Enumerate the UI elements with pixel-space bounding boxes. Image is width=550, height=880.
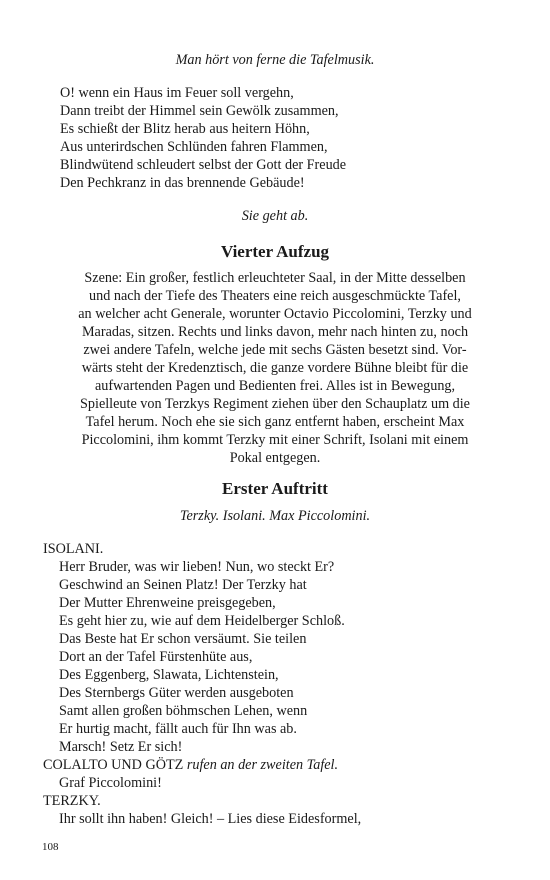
dialogue-line: Des Sternbergs Güter werden ausgeboten bbox=[59, 685, 294, 701]
stage-direction: Man hört von ferne die Tafelmusik. bbox=[175, 52, 375, 68]
page-number: 108 bbox=[42, 841, 59, 853]
description-line: wärts steht der Kredenztisch, die ganze vordere Bühne bleibt für die bbox=[81, 360, 469, 376]
dialogue-line: Der Mutter Ehrenweine preisgegeben, bbox=[59, 595, 276, 611]
dialogue-line: Des Eggenberg, Slawata, Lichtenstein, bbox=[59, 667, 279, 683]
cast-list: Terzky. Isolani. Max Piccolomini. bbox=[179, 508, 371, 524]
verse-line: Den Pechkranz in das brennende Gebäude! bbox=[60, 175, 305, 191]
description-line: Tafel herum. Noch ehe sie sich ganz entfernt haben, erscheint Max bbox=[85, 414, 465, 430]
dialogue-line: Herr Bruder, was wir lieben! Nun, wo steckt Er? bbox=[59, 559, 335, 575]
scene-title: Erster Auftritt bbox=[222, 479, 328, 498]
stage-direction-inline: rufen an der zweiten Tafel. bbox=[186, 757, 339, 773]
speaker-line bbox=[43, 756, 338, 774]
dialogue-line: Dort an der Tafel Fürstenhüte aus, bbox=[59, 649, 253, 665]
dialogue-line: Er hurtig macht, fällt auch für Ihn was ab. bbox=[59, 721, 297, 737]
verse-line: Dann treibt der Himmel sein Gewölk zusammen, bbox=[60, 103, 339, 119]
dialogue-line: Es geht hier zu, wie auf dem Heidelberger Schloß. bbox=[59, 613, 345, 629]
description-line: Piccolomini, ihm kommt Terzky mit einer Schrift, Isolani mit einem bbox=[81, 432, 469, 448]
exit-direction: Sie geht ab. bbox=[241, 208, 309, 224]
description-line: aufwartenden Pagen und Bedienten frei. Alles ist in Bewegung, bbox=[94, 378, 456, 394]
speaker-name: COLALTO UND GÖTZ bbox=[43, 757, 184, 773]
dialogue-line: Graf Piccolomini! bbox=[59, 775, 162, 791]
dialogue-line: Das Beste hat Er schon versäumt. Sie teilen bbox=[59, 631, 307, 647]
description-line: an welcher acht Generale, worunter Octavio Piccolomini, Terzky und bbox=[78, 306, 472, 322]
verse-line: Blindwütend schleudert selbst der Gott der Freude bbox=[60, 157, 347, 173]
speaker-name: ISOLANI. bbox=[43, 541, 104, 557]
description-line: zwei andere Tafeln, welche jede mit sechs Gästen besetzt sind. Vor- bbox=[83, 342, 467, 358]
dialogue-line: Samt allen großen böhmschen Lehen, wenn bbox=[59, 703, 308, 719]
dialogue-line: Geschwind an Seinen Platz! Der Terzky hat bbox=[59, 577, 307, 593]
dialogue-line: Marsch! Setz Er sich! bbox=[59, 739, 183, 755]
verse-line: Es schießt der Blitz herab aus heitern Höhn, bbox=[60, 121, 310, 137]
description-line: Szene: Ein großer, festlich erleuchteter Saal, in der Mitte desselben bbox=[84, 270, 466, 286]
description-line: Spielleute von Terzkys Regiment ziehen über den Schauplatz um die bbox=[80, 396, 470, 412]
description-line: Pokal entgegen. bbox=[229, 450, 321, 466]
description-line: und nach der Tiefe des Theaters eine reich ausgeschmückte Tafel, bbox=[89, 288, 461, 304]
description-line: Maradas, sitzen. Rechts und links davon, mehr nach hinten zu, noch bbox=[81, 324, 469, 340]
act-title: Vierter Aufzug bbox=[220, 242, 330, 261]
verse-line: O! wenn ein Haus im Feuer soll vergehn, bbox=[60, 85, 294, 101]
verse-line: Aus unterirdschen Schlünden fahren Flammen, bbox=[60, 139, 328, 155]
dialogue-line: Ihr sollt ihn haben! Gleich! – Lies diese Eidesformel, bbox=[59, 811, 362, 827]
speaker-name: TERZKY. bbox=[43, 793, 101, 809]
